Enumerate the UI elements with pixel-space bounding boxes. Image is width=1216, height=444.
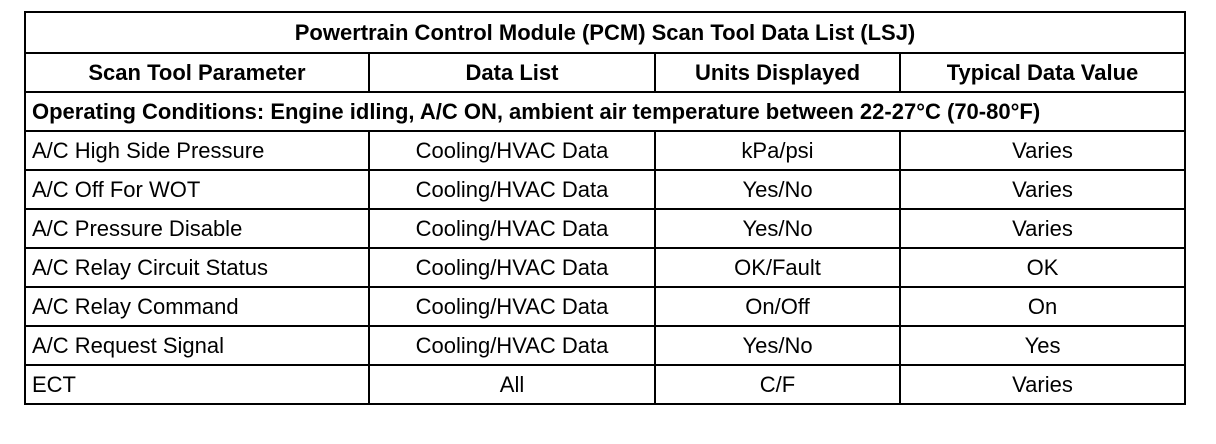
header-typical-data-value: Typical Data Value	[900, 53, 1185, 92]
units-cell: OK/Fault	[655, 248, 900, 287]
table-row	[25, 287, 1185, 326]
data-list-cell: Cooling/HVAC Data	[369, 326, 655, 365]
table-title: Powertrain Control Module (PCM) Scan Tool Data List (LSJ)	[25, 12, 1185, 53]
operating-conditions: Operating Conditions: Engine idling, A/C ON, ambient air temperature between 22-27°C (70-80°F)	[25, 92, 1185, 131]
table-title-row	[25, 12, 1185, 53]
typical-value-cell: On	[900, 287, 1185, 326]
table-row	[25, 209, 1185, 248]
typical-value-cell: Varies	[900, 365, 1185, 404]
typical-value-cell: Yes	[900, 326, 1185, 365]
data-list-cell: Cooling/HVAC Data	[369, 287, 655, 326]
header-units-displayed: Units Displayed	[655, 53, 900, 92]
table-row	[25, 326, 1185, 365]
parameter-cell: A/C Relay Command	[25, 287, 369, 326]
data-list-cell: Cooling/HVAC Data	[369, 131, 655, 170]
table-row	[25, 365, 1185, 404]
typical-value-cell: Varies	[900, 170, 1185, 209]
header-data-list: Data List	[369, 53, 655, 92]
table-header-row	[25, 53, 1185, 92]
units-cell: Yes/No	[655, 209, 900, 248]
data-list-cell: Cooling/HVAC Data	[369, 209, 655, 248]
parameter-cell: A/C Off For WOT	[25, 170, 369, 209]
data-list-cell: Cooling/HVAC Data	[369, 248, 655, 287]
data-list-cell: All	[369, 365, 655, 404]
parameter-cell: ECT	[25, 365, 369, 404]
table-row	[25, 131, 1185, 170]
parameter-cell: A/C Relay Circuit Status	[25, 248, 369, 287]
data-list-cell: Cooling/HVAC Data	[369, 170, 655, 209]
typical-value-cell: Varies	[900, 131, 1185, 170]
units-cell: Yes/No	[655, 326, 900, 365]
typical-value-cell: Varies	[900, 209, 1185, 248]
units-cell: kPa/psi	[655, 131, 900, 170]
units-cell: On/Off	[655, 287, 900, 326]
parameter-cell: A/C Pressure Disable	[25, 209, 369, 248]
operating-conditions-row	[25, 92, 1185, 131]
table-row	[25, 248, 1185, 287]
units-cell: C/F	[655, 365, 900, 404]
header-scan-tool-parameter: Scan Tool Parameter	[25, 53, 369, 92]
parameter-cell: A/C Request Signal	[25, 326, 369, 365]
typical-value-cell: OK	[900, 248, 1185, 287]
parameter-cell: A/C High Side Pressure	[25, 131, 369, 170]
table-row	[25, 170, 1185, 209]
scan-tool-data-table	[24, 11, 1186, 405]
units-cell: Yes/No	[655, 170, 900, 209]
